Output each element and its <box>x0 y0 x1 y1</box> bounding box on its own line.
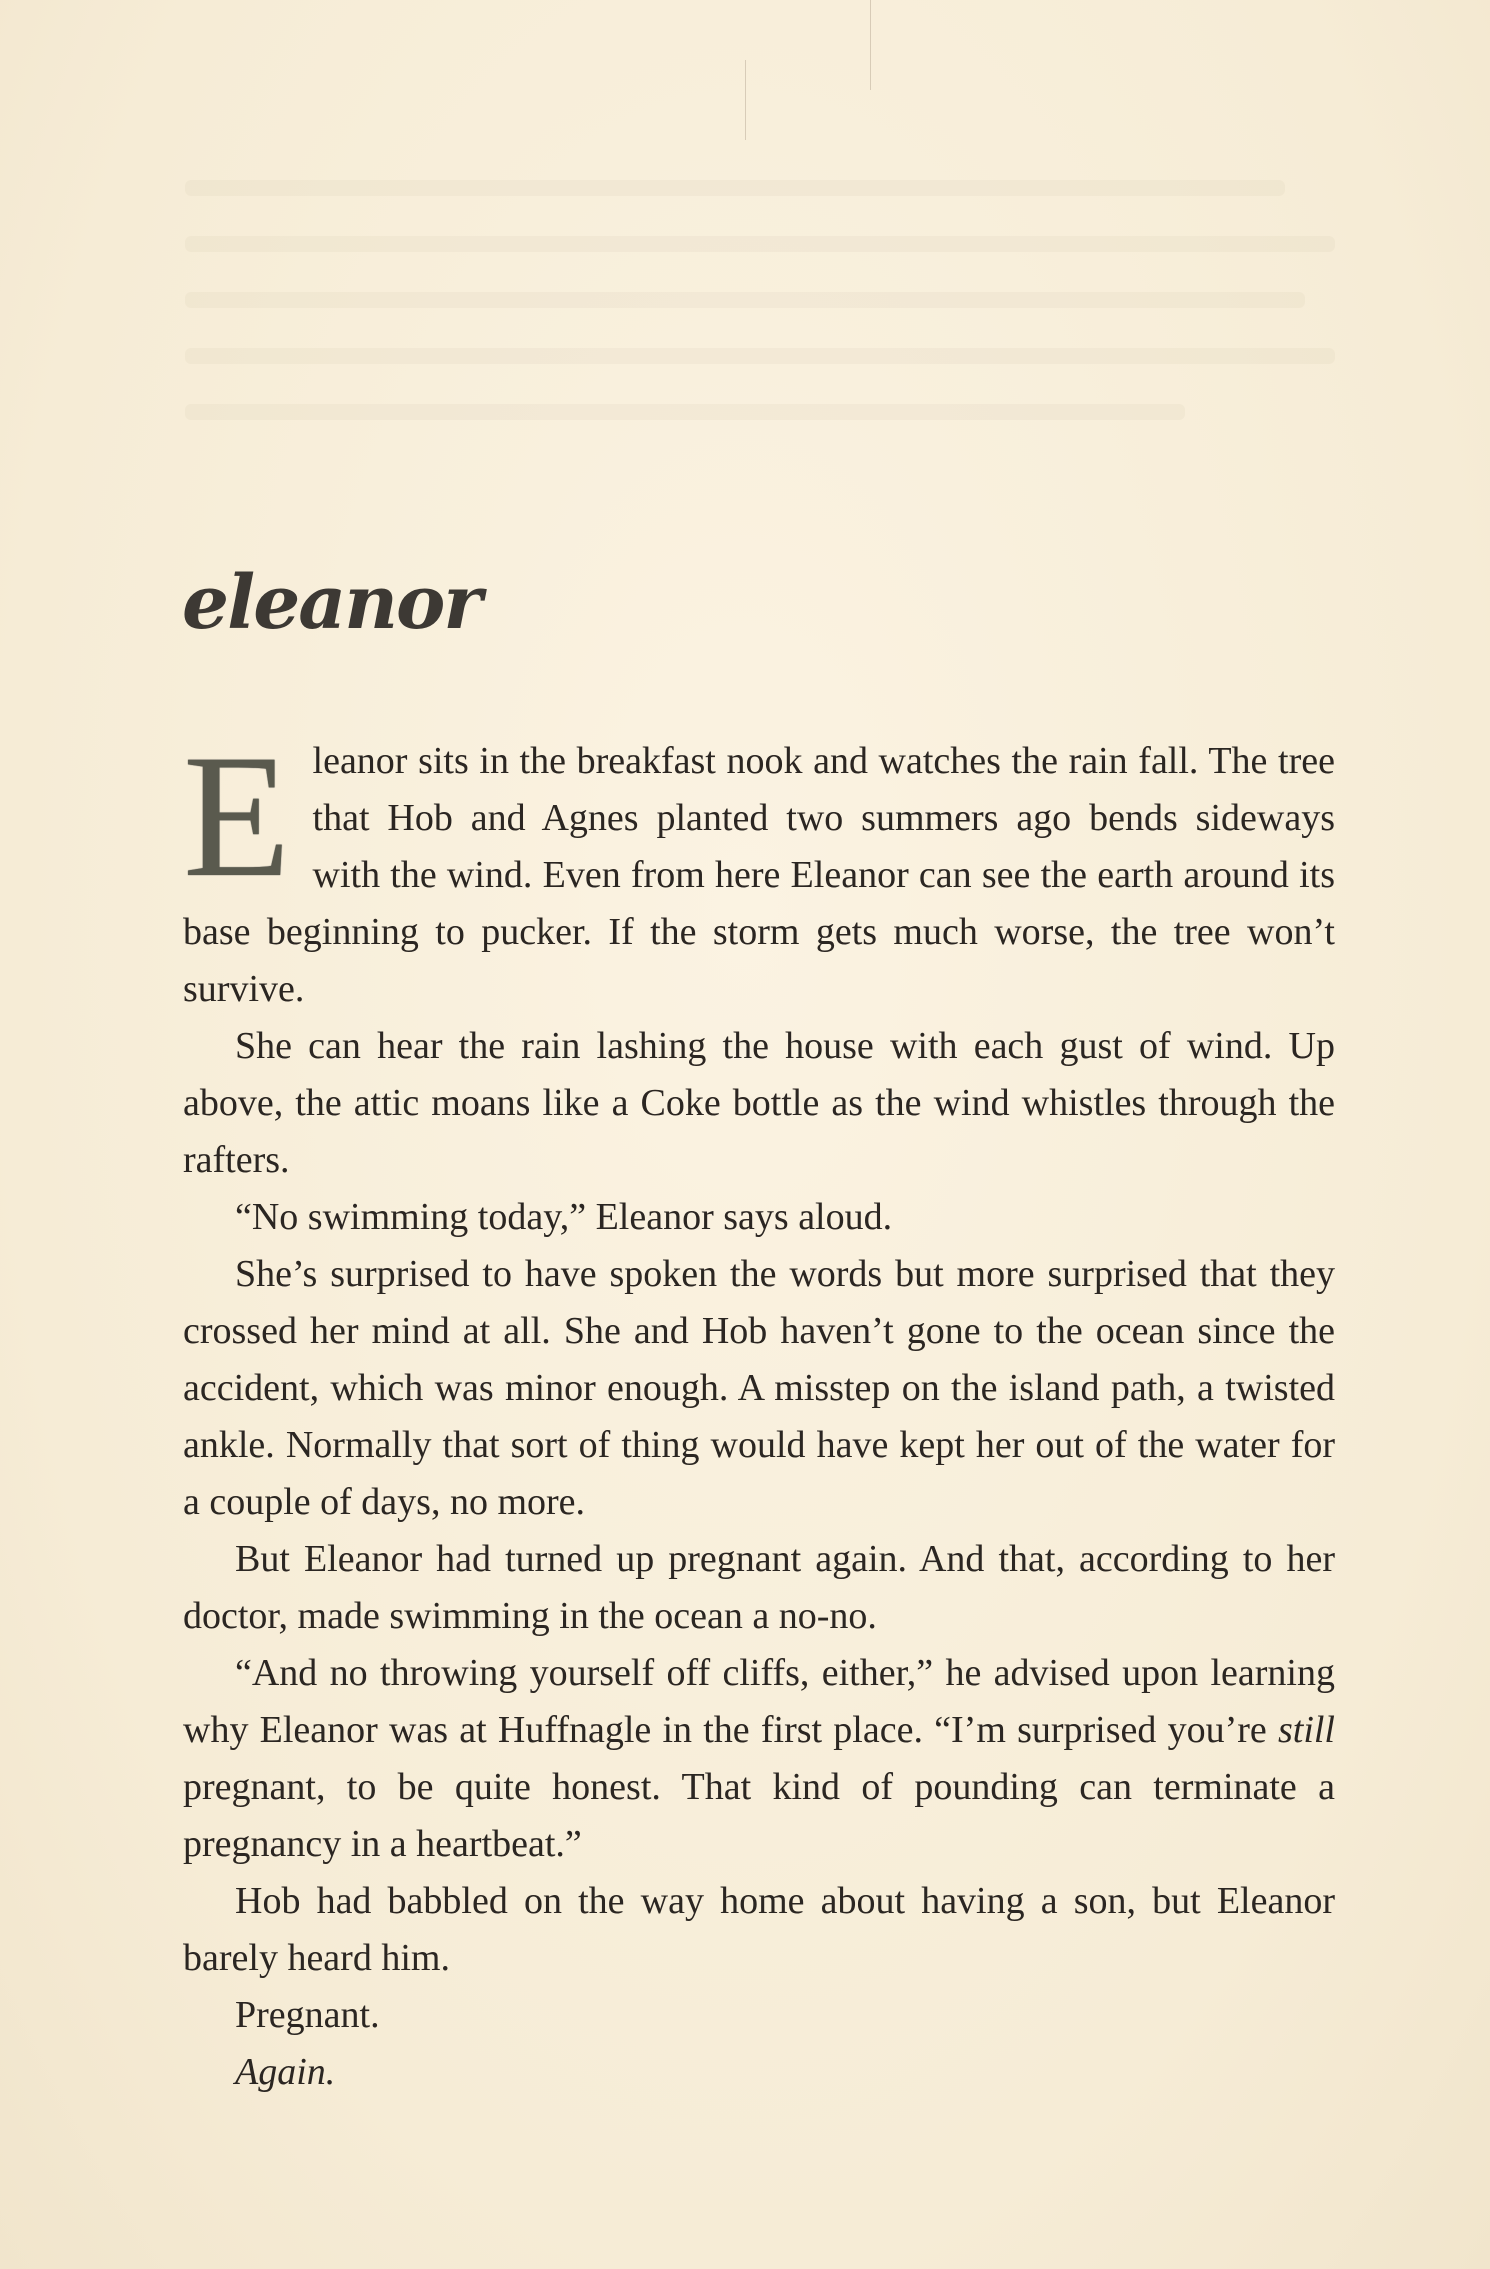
bleed-through-line <box>185 348 1335 364</box>
bleed-through-line <box>185 180 1285 196</box>
paragraph: Hob had babbled on the way home about having a son, but Eleanor barely heard him. <box>183 1880 1335 1979</box>
paragraph: Again. <box>235 2051 336 2093</box>
paragraph: She’s surprised to have spoken the words but more surprised that they crossed her mind at all. She and Hob haven’t gone to the ocean since the accident, which was minor enough. A misstep on the island path, a twisted ankle. Normally that sort of thing would have kept her out of the water for a couple of days, no more. <box>183 1253 1335 1523</box>
paper-crease <box>745 60 746 140</box>
chapter-title: eleanor <box>182 560 481 646</box>
paper-crease <box>870 0 871 90</box>
drop-cap: E <box>183 719 291 914</box>
bleed-through-line <box>185 404 1185 420</box>
paragraph-text: “And no throwing yourself off cliffs, either,” he advised upon learning why Eleanor was at Huffnagle in the first place. “I’m surprised you’re <box>183 1652 1335 1751</box>
paragraph-text: leanor sits in the breakfast nook and watches the rain fall. The tree that Hob and Agnes planted two summers ago bends sideways with the wind. Even from here Eleanor can see the earth around its base beginning to pucker. If the storm gets much worse, the tree won’t survive. <box>183 740 1335 1010</box>
paragraph: But Eleanor had turned up pregnant again. And that, according to her doctor, made swimming in the ocean a no-no. <box>183 1538 1335 1637</box>
paragraph <box>183 719 1335 1018</box>
paragraph <box>183 1645 1335 1873</box>
paragraph: She can hear the rain lashing the house with each gust of wind. Up above, the attic moans like a Coke bottle as the wind whistles through the rafters. <box>183 1025 1335 1181</box>
chapter-text <box>183 719 1335 2101</box>
paragraph: Pregnant. <box>235 1994 380 2036</box>
bleed-through-line <box>185 236 1335 252</box>
emphasis-text: still <box>1277 1709 1335 1751</box>
paragraph: “No swimming today,” Eleanor says aloud. <box>235 1196 893 1238</box>
paragraph-text: pregnant, to be quite honest. That kind of pounding can terminate a pregnancy in a heartbeat.” <box>183 1766 1335 1865</box>
bleed-through-line <box>185 292 1305 308</box>
